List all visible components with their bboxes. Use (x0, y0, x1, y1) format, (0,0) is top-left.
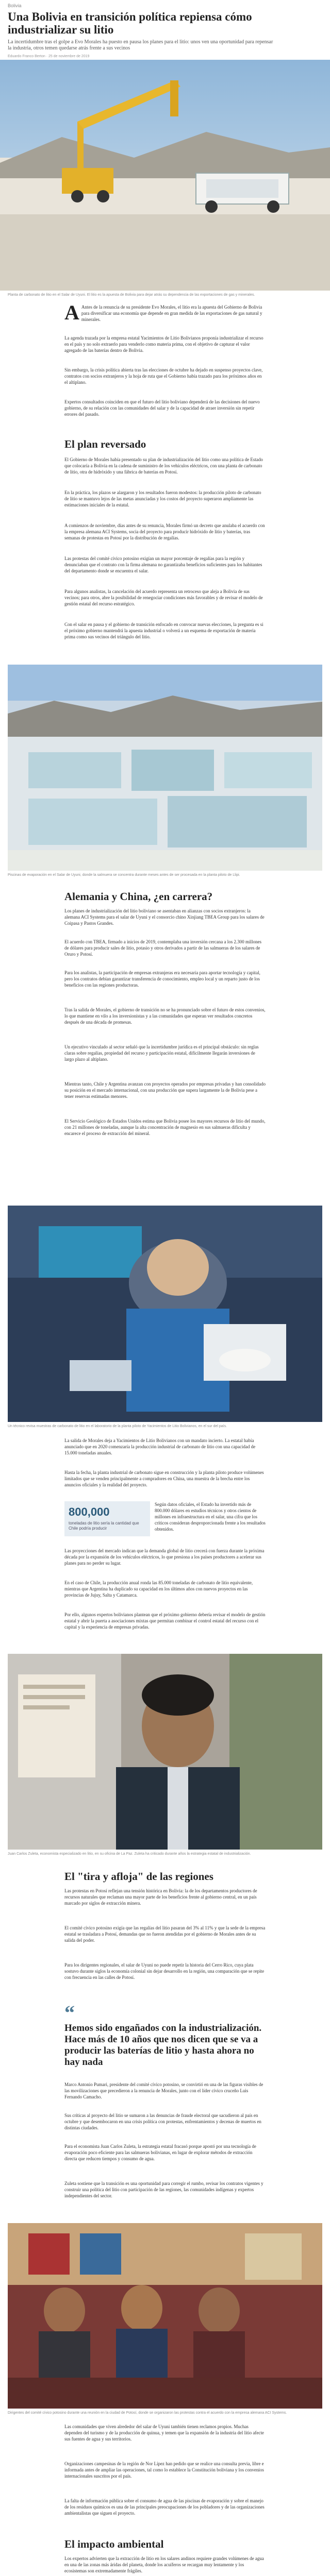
body-paragraph: Mientras tanto, Chile y Argentina avanzan con proyectos operados por empresas privadas y han consolidado su posición en el mercado internacional, con una producción que supera largamente la de Bolivia pese a tener reservas estimadas menores. (64, 1081, 266, 1099)
body-paragraph: Para algunos analistas, la cancelación del acuerdo representa un retroceso que aleja a Bolivia de sus vecinos; para otros, abre la posibilidad de renegociar condiciones más favorables y de revisar el modelo de gestión estatal del recurso estratégico. (64, 589, 263, 606)
section-heading: El plan reversado (64, 438, 146, 450)
body-paragraph: El Servicio Geológico de Estados Unidos estima que Bolivia posee los mayores recursos de litio del mundo, con 21 millones de toneladas, aunque la alta concentración de magnesio en sus salmueras dificulta y encarece el proceso de extracción del mineral. (64, 1118, 266, 1136)
body-paragraph: Para el economista Juan Carlos Zuleta, la estrategia estatal fracasó porque apostó por una tecnología de evaporación poco eficiente para las salmueras bolivianas, en lugar de explorar métodos de extracción directa que reducen tiempos y consumo de agua. (64, 2144, 256, 2161)
meeting-photo (8, 2223, 322, 2409)
stat-value: 800,000 (69, 1505, 110, 1518)
body-paragraph: En la práctica, los plazos se alargaron y los resultados fueron modestos: la producción piloto de carbonato de litio se mantuvo lejos de las metas anunciadas y los costos del proyecto superaron ampliamente las estimaciones iniciales de la estatal. (64, 490, 261, 507)
body-paragraph: Hasta la fecha, la planta industrial de carbonato sigue en construcción y la planta piloto produce volúmenes limitados que se venden principalmente a compradores en China, una muestra de la brecha entre los anuncios oficiales y la realidad del proyecto. (64, 1470, 264, 1487)
body-paragraph: Un ejecutivo vinculado al sector señaló que la incertidumbre jurídica es el principal obstáculo: sin reglas claras sobre regalías, propiedad del recurso y participación estatal, difícilmente llegarán inversiones de largo plazo al altiplano. (64, 1044, 259, 1062)
body-paragraph: Según datos oficiales, el Estado ha invertido más de 800.000 dólares en estudios técnicos y otros cientos de millones en infraestructura en el salar, una cifra que los críticos consideran desproporcionada frente a los resultados obtenidos. (155, 1502, 266, 1532)
body-paragraph: Los planes de industrialización del litio boliviano se asentaban en alianzas con socios extranjeros: la alemana ACI Systems para el salar de Uyuni y el consorcio chino Xinjiang TBEA Group para los salares de Coipasa y Pastos Grandes. (64, 908, 265, 926)
body-paragraph: Las comunidades que viven alrededor del salar de Uyuni también tienen reclamos propios. Muchas dependen del turismo y de la producción de quinua, y temen que la expansión de la industria del litio afecte sus fuentes de agua y sus territorios. (64, 2424, 264, 2442)
body-paragraph: La falta de información pública sobre el consumo de agua de las piscinas de evaporación y sobre el manejo de los residuos químicos es una de las principales preocupaciones de los pobladores y de las organizaciones ambientalistas que siguen el proyecto. (64, 2498, 265, 2516)
intro-paragraph: Expertos consultados coinciden en que el futuro del litio boliviano dependerá de las decisiones del nuevo gobierno, de su relación con las comunidades del salar y de la capacidad de atraer inversión sin repetir errores del pasado. (64, 399, 260, 417)
body-paragraph: Las protestas en Potosí reflejan una tensión histórica en Bolivia: la de los departamentos productores de recursos naturales que reclaman una mayor parte de los beneficios frente al gobierno central, en un país marcado por siglos de extracción minera. (64, 1888, 257, 1906)
portrait-photo (8, 1654, 322, 1850)
body-paragraph: El acuerdo con TBEA, firmado a inicios de 2019, contemplaba una inversión cercana a los 2.300 millones de dólares para producir sales de litio, potasio y otros derivados a partir de las salmueras de los salares de Oruro y Potosí. (64, 939, 261, 957)
body-paragraph: Las proyecciones del mercado indican que la demanda global de litio crecerá con fuerza durante la próxima década por la expansión de los vehículos eléctricos, lo que presiona a los países productores a acelerar sus planes para no perder su lugar. (64, 1548, 265, 1566)
section-kicker[interactable]: Bolivia (8, 3, 22, 8)
stat-label: toneladas de litio sería la cantidad que Chile podría producir (69, 1521, 139, 1531)
pull-quote (64, 2001, 271, 2068)
intro-paragraph-text: Antes de la renuncia de su presidente Evo Morales, el litio era la apuesta del Gobierno de Bolivia para diversificar una economía que depende en gran medida de las exportaciones de gas natural y minerales. (81, 304, 262, 322)
body-paragraph: A comienzos de noviembre, días antes de su renuncia, Morales firmó un decreto que anulaba el acuerdo con la empresa alemana ACI Systems, socia del proyecto para producir hidróxido de litio y baterías, tras semanas de protestas en Potosí por la distribución de regalías. (64, 523, 265, 540)
body-paragraph: Organizaciones campesinas de la región de Nor Lípez han pedido que se realice una consulta previa, libre e informada antes de ampliar las operaciones, tal como lo establece la Constitución boliviana y los convenios internacionales suscritos por el país. (64, 2461, 264, 2479)
drop-cap: A (64, 301, 79, 324)
body-paragraph: Tras la salida de Morales, el gobierno de transición no se ha pronunciado sobre el futuro de estos convenios, lo que mantiene en vilo a los inversionistas y a las comunidades que esperan ver resultados concretos después de una década de promesas. (64, 1007, 266, 1025)
body-paragraph: El comité cívico potosino exigía que las regalías del litio pasaran del 3% al 11% y que la sede de la empresa estatal se trasladara a Potosí, demandas que no fueron atendidas por el gobierno de Morales antes de su salida del poder. (64, 1925, 266, 1943)
pull-quote-text: Hemos sido engañados con la industrialización. Hace más de 10 años que nos dicen que se va a producir las baterías de litio y hasta ahora no hay nada (64, 2023, 262, 2067)
body-paragraph: Las protestas del comité cívico potosino exigían un mayor porcentaje de regalías para la región y denunciaban que el contrato con la firma alemana no garantizaba beneficios suficientes para los habitantes del departamento donde se encuentra el salar. (64, 556, 262, 573)
article-byline: Eduardo Franco Berton · 25 de noviembre de 2019 (8, 55, 90, 58)
body-paragraph: Por ello, algunos expertos bolivianos plantean que el próximo gobierno debería revisar el modelo de gestión estatal y abrir la puerta a asociaciones mixtas que permitan combinar el control estatal del recurso con el capital y la experiencia de empresas privadas. (64, 1612, 266, 1630)
article-title: Una Bolivia en transición política repiensa cómo industrializar su litio (8, 10, 252, 36)
photo-caption: Piscinas de evaporación en el Salar de Uyuni, donde la salmuera se concentra durante meses antes de ser procesada en la planta piloto de Llipi. (8, 873, 240, 877)
section-heading: El impacto ambiental (64, 2538, 164, 2550)
body-paragraph: Sus críticas al proyecto del litio se sumaron a las denuncias de fraude electoral que sacudieron al país en octubre y que desembocaron en una crisis política con protestas, enfrentamientos y decenas de muertos en distintas ciudades. (64, 2113, 261, 2130)
salt-flat-photo (8, 665, 322, 871)
quote-mark-icon: “ (64, 2001, 75, 2024)
photo-caption: Un técnico revisa muestras de carbonato de litio en el laboratorio de la planta piloto de Yacimientos de Litio Bolivianos, en el sur del país. (8, 1425, 227, 1428)
section-heading: El "tira y afloja" de las regiones (64, 1870, 213, 1883)
lab-technician-photo (8, 1206, 322, 1422)
body-paragraph: Zuleta sostiene que la transición es una oportunidad para corregir el rumbo, revisar los contratos vigentes y construir una política del litio con participación de las regiones, las comunidades indígenas y expertos independientes del sector. (64, 2181, 263, 2198)
hero-caption: Planta de carbonato de litio en el Salar de Uyuni. El litio es la apuesta de Bolivia para dejar atrás su dependencia de las exportaciones de gas y minerales. (8, 293, 255, 297)
body-paragraph: Los expertos advierten que la extracción de litio en los salares andinos requiere grandes volúmenes de agua en una de las zonas más áridas del planeta, donde los acuíferos se recargan muy lentamente y los ecosistemas son extremadamente frágiles. (64, 2556, 264, 2573)
body-paragraph: La salida de Morales deja a Yacimientos de Litio Bolivianos con un mandato incierto. La estatal había anunciado que en 2020 comenzaría la producción industrial de carbonato de litio con una capacidad de 15.000 toneladas anuales. (64, 1438, 256, 1455)
body-paragraph: En el caso de Chile, la producción anual ronda las 85.000 toneladas de carbonato de litio equivalente, mientras que Argentina ha duplicado su capacidad en los últimos años con nuevos proyectos en las provincias de Jujuy, Salta y Catamarca. (64, 1580, 253, 1598)
article-subtitle: La incertidumbre tras el golpe a Evo Morales ha puesto en pausa los planes para el litio: unos ven una oportunidad para repensar la industria, otros temen quedarse atrás frente a sus vecinos (8, 39, 273, 51)
photo-caption: Dirigentes del comité cívico potosino durante una reunión en la ciudad de Potosí, donde se organizaron las protestas contra el acuerdo con la empresa alemana ACI Systems. (8, 2411, 287, 2415)
body-paragraph: Para los dirigentes regionales, el salar de Uyuni no puede repetir la historia del Cerro Rico, cuya plata sostuvo durante siglos la economía colonial sin dejar desarrollo en la región, una comparación que se repite con frecuencia en las calles de Potosí. (64, 1962, 265, 1980)
body-paragraph: Marco Antonio Pumari, presidente del comité cívico potosino, se convirtió en una de las figuras visibles de las movilizaciones que precedieron a la renuncia de Morales, junto con el líder cívico cruceño Luis Fernando Camacho. (64, 2082, 263, 2099)
intro-paragraph: La agenda trazada por la empresa estatal Yacimientos de Litio Bolivianos proponía industrializar el recurso en el país y no solo extraerlo para venderlo como materia prima, con el objetivo de capturar el valor agregado de las baterías dentro de Bolivia. (64, 335, 263, 353)
intro-paragraph (64, 301, 266, 324)
body-paragraph: Con el salar en pausa y el gobierno de transición enfocado en convocar nuevas elecciones, la pregunta es si el próximo gobierno mantendrá la apuesta industrial o volverá a un esquema de exportación de materia prima como sus vecinos del triángulo del litio. (64, 622, 263, 639)
intro-paragraph: Sin embargo, la crisis política abierta tras las elecciones de octubre ha dejado en suspenso proyectos clave, contratos con socios extranjeros y la hoja de ruta que el Gobierno había trazado para los próximos años en el altiplano. (64, 367, 263, 385)
hero-photo (0, 60, 330, 291)
body-paragraph: El Gobierno de Morales había presentado su plan de industrialización del litio como una política de Estado que colocaría a Bolivia en la cadena de suministro de los vehículos eléctricos, con una planta de carbonato de litio, otra de hidróxido y una fábrica de baterías en Potosí. (64, 457, 263, 474)
photo-caption: Juan Carlos Zuleta, economista especializado en litio, en su oficina de La Paz. Zuleta ha criticado durante años la estrategia estatal de industrialización. (8, 1852, 251, 1856)
body-paragraph: Para los analistas, la participación de empresas extranjeras era necesaria para aportar tecnología y capital, pero los contratos debían garantizar transferencia de conocimiento, empleo local y un reparto justo de los beneficios con las regiones productoras. (64, 970, 260, 988)
stat-callout (64, 1501, 150, 1536)
section-heading: Alemania y China, ¿en carrera? (64, 890, 213, 903)
